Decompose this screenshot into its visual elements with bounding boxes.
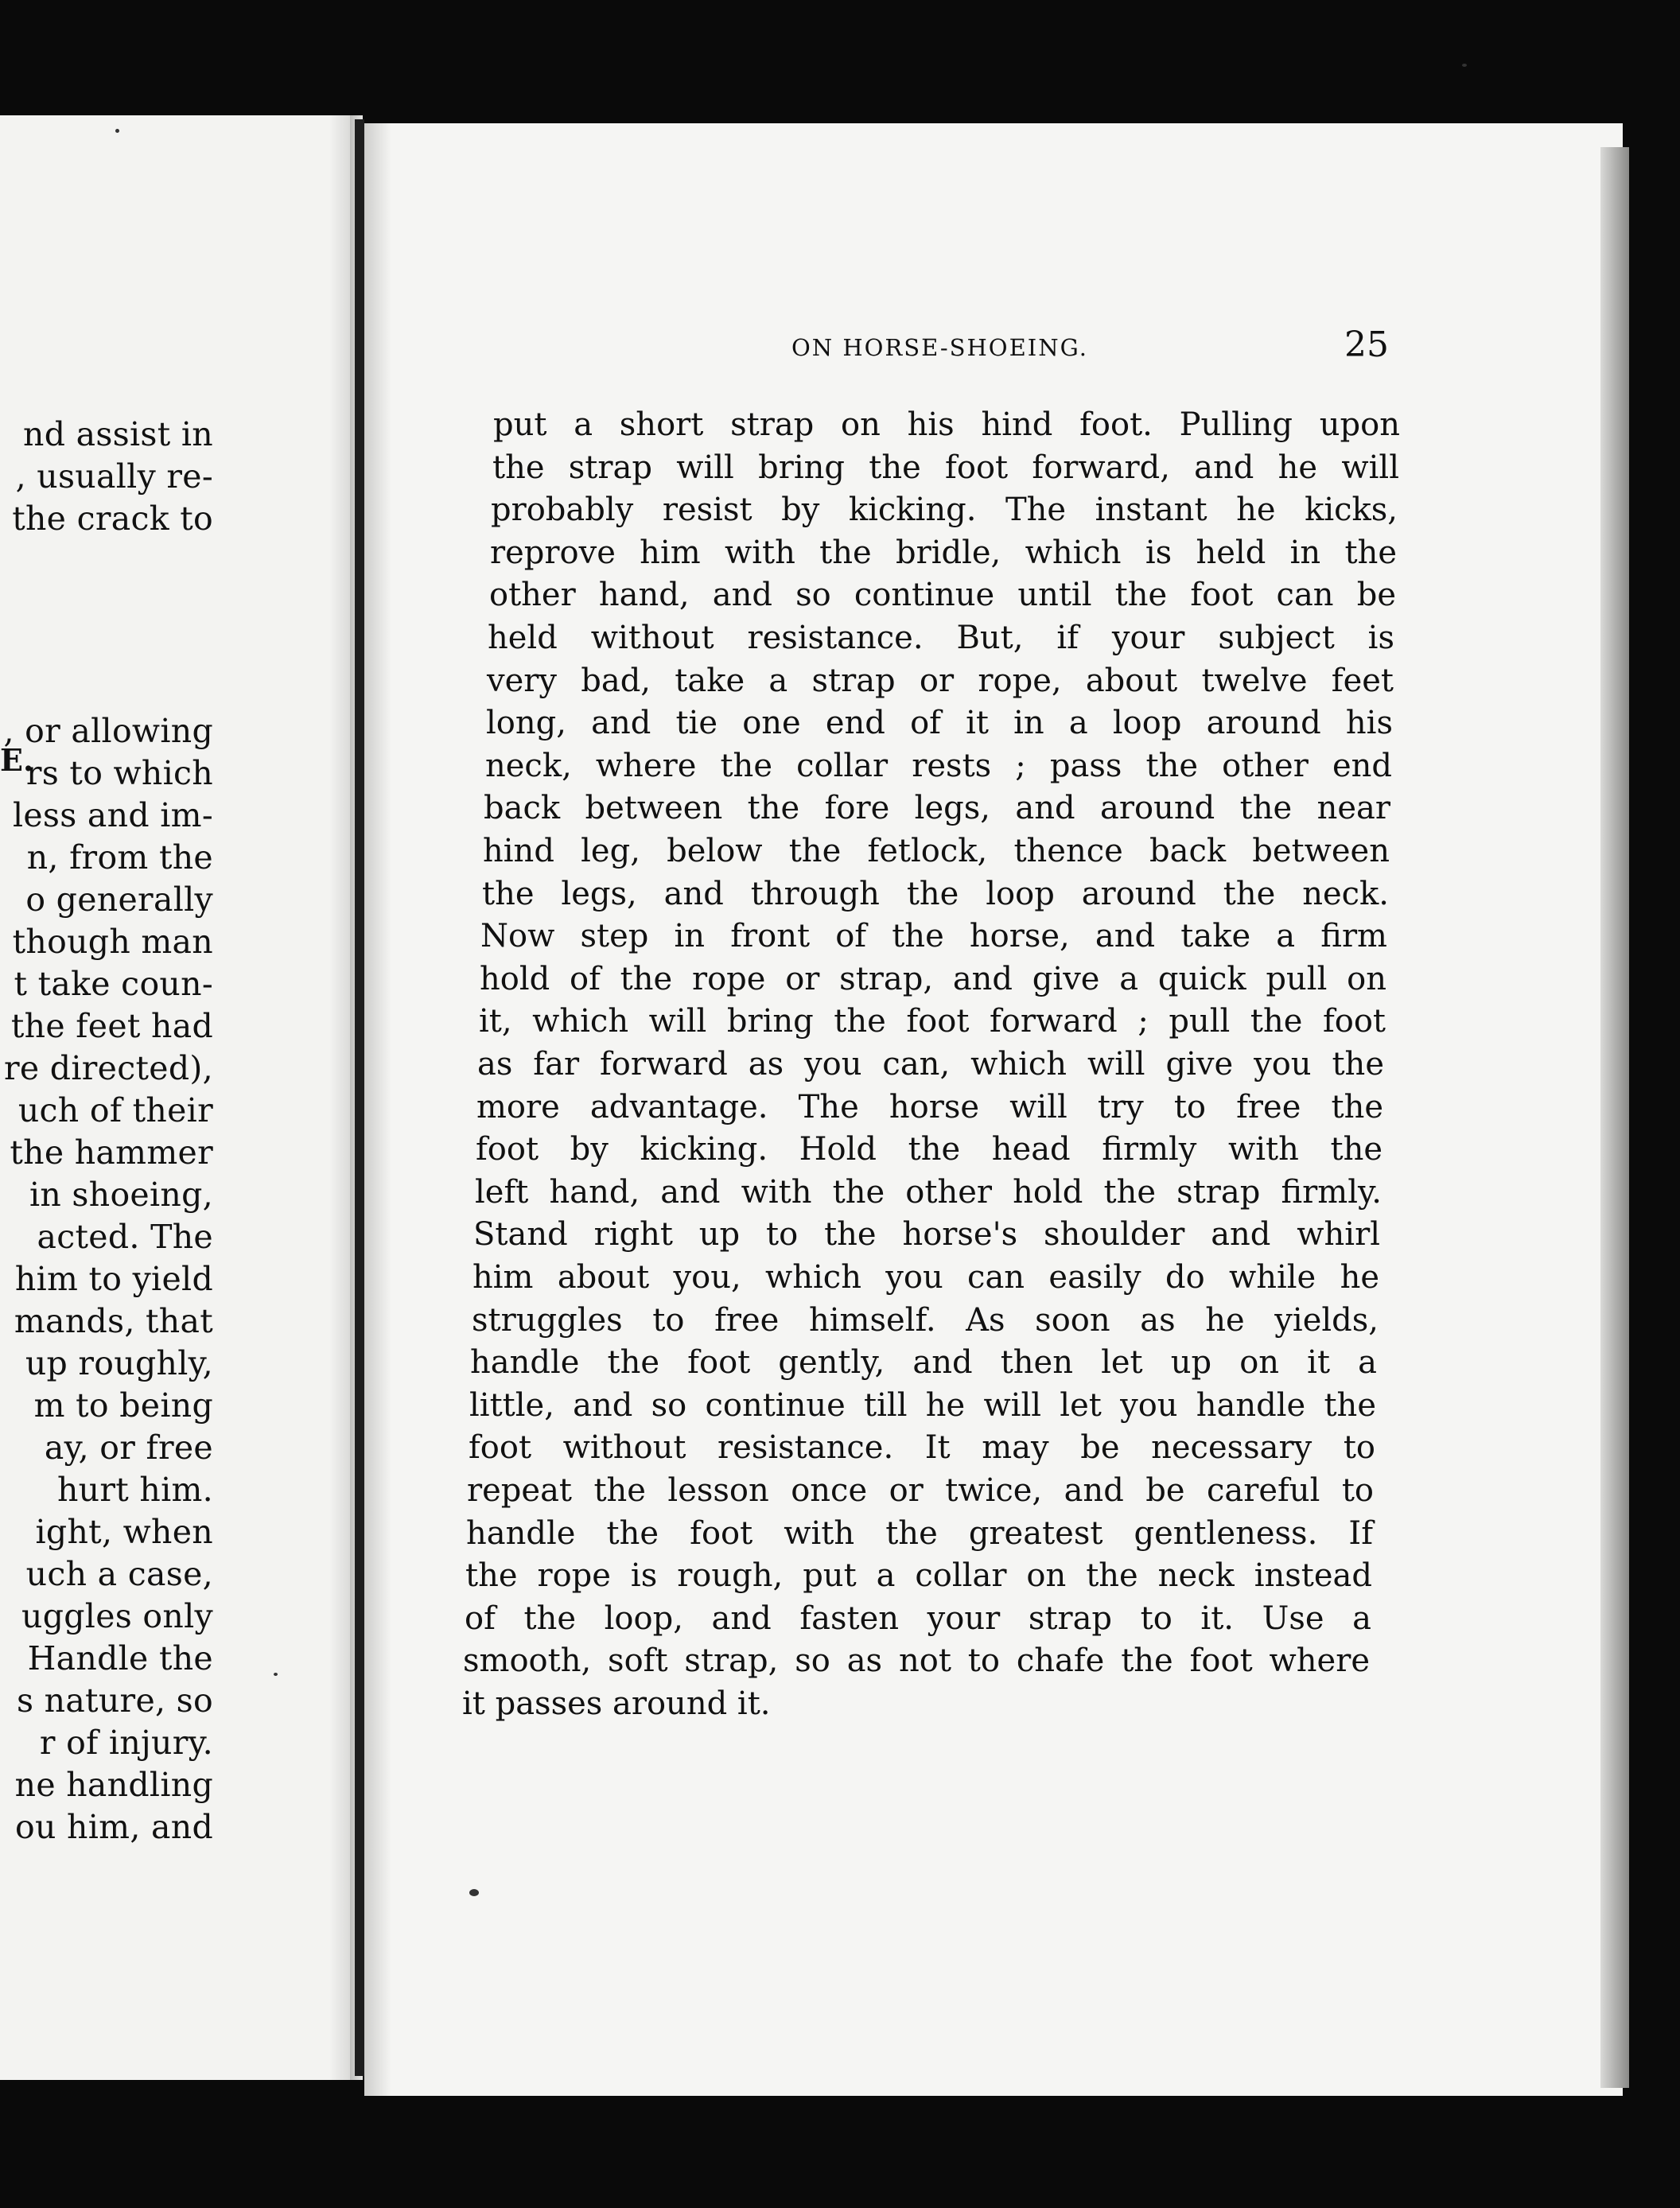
book-spine bbox=[355, 119, 364, 2076]
left-page-line: nd assist in bbox=[23, 415, 213, 453]
left-page-line: t take coun- bbox=[14, 965, 213, 1003]
left-page-line: the hammer bbox=[10, 1133, 213, 1172]
right-page-edge bbox=[1600, 147, 1629, 2088]
body-text-line: the legs, and through the loop around the neck. bbox=[482, 875, 1389, 912]
left-page-line: , usually re- bbox=[15, 457, 213, 496]
left-page-line: ay, or free bbox=[44, 1429, 213, 1467]
left-page-line: the feet had bbox=[10, 1007, 213, 1045]
ink-speck bbox=[469, 1889, 479, 1896]
body-text-line: Now step in front of the horse, and take a firm bbox=[480, 918, 1387, 955]
body-text-line: more advantage. The horse will try to free the bbox=[476, 1088, 1383, 1125]
left-page-line: though man bbox=[12, 923, 213, 961]
ink-speck bbox=[274, 1673, 278, 1676]
left-page-line: ne handling bbox=[14, 1766, 213, 1804]
left-page-edge-shadow bbox=[329, 115, 350, 2080]
body-text-line: handle the foot gently, and then let up on it a bbox=[470, 1344, 1377, 1382]
body-text-line: neck, where the collar rests ; pass the other end bbox=[485, 747, 1392, 784]
left-page-line: hurt him. bbox=[56, 1471, 213, 1509]
body-text-line: foot by kicking. Hold the head firmly with the bbox=[476, 1131, 1382, 1168]
left-page-line: s nature, so bbox=[16, 1681, 213, 1720]
body-text-line: back between the fore legs, and around the near bbox=[484, 790, 1390, 827]
body-text-line: probably resist by kicking. The instant he kicks, bbox=[491, 492, 1398, 529]
body-text-line: hind leg, below the fetlock, thence back between bbox=[483, 833, 1390, 869]
body-text-line: it, which will bring the foot forward ; pull the foot bbox=[479, 1003, 1386, 1040]
left-page-line: uch a case, bbox=[25, 1555, 213, 1593]
left-page-line: o generally bbox=[25, 880, 213, 919]
left-page-line: re directed), bbox=[4, 1049, 213, 1087]
left-page-line: r of injury. bbox=[39, 1724, 213, 1762]
left-page-heading-fragment: E. bbox=[0, 742, 34, 778]
body-text-line: handle the foot with the greatest gentleness. If bbox=[466, 1514, 1373, 1552]
left-page bbox=[0, 115, 350, 2080]
body-text-line: left hand, and with the other hold the strap firmly. bbox=[475, 1173, 1382, 1211]
body-text-line: Stand right up to the horse's shoulder and whirl bbox=[473, 1216, 1380, 1254]
page-number: 25 bbox=[1344, 325, 1389, 365]
left-page-line: n, from the bbox=[26, 838, 213, 877]
body-text-line: repeat the lesson once or twice, and be careful to bbox=[467, 1472, 1374, 1509]
body-text-line: the rope is rough, put a collar on the neck instead bbox=[465, 1557, 1372, 1595]
left-page-line: Handle the bbox=[27, 1639, 213, 1677]
left-page-line: uch of their bbox=[18, 1091, 213, 1129]
body-text-line: hold of the rope or strap, and give a quick pull on bbox=[480, 960, 1386, 997]
left-page-line: mands, that bbox=[14, 1302, 213, 1340]
body-text-line: smooth, soft strap, so as not to chafe the foot where bbox=[463, 1642, 1370, 1680]
left-page-line: less and im- bbox=[12, 796, 213, 834]
body-text-line: held without resistance. But, if your subject is bbox=[488, 620, 1394, 656]
left-page-line: the crack to bbox=[12, 500, 213, 538]
body-text-line: it passes around it. bbox=[462, 1685, 771, 1722]
body-text-line: reprove him with the bridle, which is held in the bbox=[490, 534, 1397, 571]
body-text-line: foot without resistance. It may be necessary to bbox=[469, 1429, 1375, 1467]
left-page-line: up roughly, bbox=[25, 1344, 213, 1382]
body-text-line: other hand, and so continue until the foot can be bbox=[489, 577, 1396, 614]
body-text-line: him about you, which you can easily do while he bbox=[472, 1259, 1379, 1296]
body-text-line: put a short strap on his hind foot. Pulling upon bbox=[493, 406, 1400, 443]
left-page-line: ou him, and bbox=[15, 1808, 213, 1846]
left-page-line: ight, when bbox=[35, 1513, 213, 1551]
left-page-line: rs to which bbox=[25, 754, 213, 792]
body-text-line: struggles to free himself. As soon as he yields, bbox=[472, 1301, 1379, 1339]
left-page-line: , or allowing bbox=[3, 712, 213, 750]
ink-speck bbox=[1462, 64, 1467, 67]
body-text-line: as far forward as you can, which will give you the bbox=[477, 1046, 1384, 1083]
ink-speck bbox=[115, 129, 119, 133]
body-text-line: of the loop, and fasten your strap to it. Use a bbox=[465, 1600, 1371, 1637]
left-page-line: m to being bbox=[33, 1386, 213, 1425]
body-text-line: little, and so continue till he will let you handle the bbox=[469, 1386, 1376, 1424]
body-text-line: long, and tie one end of it in a loop around his bbox=[486, 705, 1393, 742]
left-page-line: uggles only bbox=[21, 1597, 213, 1635]
left-page-line: him to yield bbox=[14, 1260, 213, 1298]
left-page-line: in shoeing, bbox=[29, 1176, 213, 1214]
body-text-line: very bad, take a strap or rope, about twelve feet bbox=[487, 662, 1394, 699]
right-page-fold-shadow bbox=[364, 123, 391, 2096]
left-page-line: acted. The bbox=[37, 1218, 213, 1256]
body-text-line: the strap will bring the foot forward, and he will bbox=[492, 449, 1399, 486]
running-head: ON HORSE-SHOEING. bbox=[791, 334, 1088, 361]
